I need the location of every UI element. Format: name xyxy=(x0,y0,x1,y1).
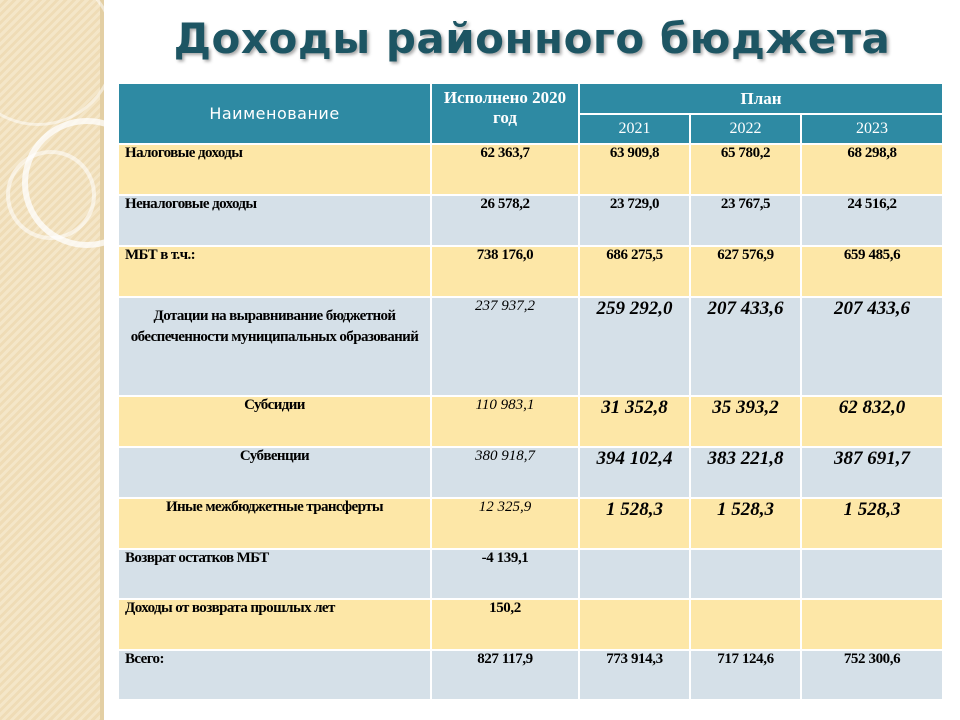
header-executed: Исполнено 2020 год xyxy=(431,83,579,144)
row-plan-2021: 686 275,5 xyxy=(579,246,690,297)
row-plan-2022: 65 780,2 xyxy=(690,144,801,195)
row-name: Возврат остатков МБТ xyxy=(118,549,431,599)
row-executed: 62 363,7 xyxy=(431,144,579,195)
row-executed: 738 176,0 xyxy=(431,246,579,297)
table-row xyxy=(118,599,943,650)
budget-table xyxy=(117,82,944,701)
table-row xyxy=(118,297,943,396)
row-plan-2022: 717 124,6 xyxy=(690,650,801,700)
row-plan-2021 xyxy=(579,549,690,599)
row-plan-2023: 659 485,6 xyxy=(801,246,943,297)
row-plan-2022: 1 528,3 xyxy=(690,498,801,549)
table-row xyxy=(118,498,943,549)
row-plan-2022 xyxy=(690,549,801,599)
row-plan-2023: 207 433,6 xyxy=(801,297,943,396)
row-name: МБТ в т.ч.: xyxy=(118,246,431,297)
row-plan-2022: 23 767,5 xyxy=(690,195,801,246)
decorative-ring xyxy=(6,150,96,240)
table-row xyxy=(118,549,943,599)
header-plan: План xyxy=(579,83,943,114)
row-plan-2023 xyxy=(801,599,943,650)
table-row xyxy=(118,144,943,195)
table-row-total xyxy=(118,650,943,700)
row-plan-2023: 387 691,7 xyxy=(801,447,943,498)
row-name: Дотации на выравнивание бюджетной обеспеченности муниципальных образований xyxy=(118,297,431,396)
row-plan-2022 xyxy=(690,599,801,650)
row-name: Неналоговые доходы xyxy=(118,195,431,246)
header-year-2023: 2023 xyxy=(801,114,943,144)
row-plan-2021: 23 729,0 xyxy=(579,195,690,246)
table-row xyxy=(118,396,943,447)
row-plan-2023: 24 516,2 xyxy=(801,195,943,246)
table-header-row xyxy=(118,83,943,114)
row-name: Иные межбюджетные трансферты xyxy=(118,498,431,549)
row-executed: 380 918,7 xyxy=(431,447,579,498)
header-year-2021: 2021 xyxy=(579,114,690,144)
row-plan-2021: 773 914,3 xyxy=(579,650,690,700)
row-name: Субвенции xyxy=(118,447,431,498)
row-plan-2023: 1 528,3 xyxy=(801,498,943,549)
row-plan-2023: 62 832,0 xyxy=(801,396,943,447)
row-plan-2021: 31 352,8 xyxy=(579,396,690,447)
header-name: Наименование xyxy=(118,83,431,144)
row-plan-2023: 752 300,6 xyxy=(801,650,943,700)
row-plan-2022: 207 433,6 xyxy=(690,297,801,396)
header-year-2022: 2022 xyxy=(690,114,801,144)
row-executed: 827 117,9 xyxy=(431,650,579,700)
row-plan-2021: 394 102,4 xyxy=(579,447,690,498)
row-plan-2021: 259 292,0 xyxy=(579,297,690,396)
row-executed: 110 983,1 xyxy=(431,396,579,447)
row-plan-2021: 1 528,3 xyxy=(579,498,690,549)
row-plan-2022: 627 576,9 xyxy=(690,246,801,297)
row-plan-2021 xyxy=(579,599,690,650)
row-name: Доходы от возврата прошлых лет xyxy=(118,599,431,650)
page-title: Доходы районного бюджета xyxy=(173,14,891,63)
row-plan-2022: 383 221,8 xyxy=(690,447,801,498)
row-executed: 237 937,2 xyxy=(431,297,579,396)
row-executed: -4 139,1 xyxy=(431,549,579,599)
table-row xyxy=(118,447,943,498)
row-executed: 12 325,9 xyxy=(431,498,579,549)
row-plan-2021: 63 909,8 xyxy=(579,144,690,195)
table-row xyxy=(118,195,943,246)
row-name: Всего: xyxy=(118,650,431,700)
decorative-band-edge xyxy=(100,0,104,720)
row-plan-2022: 35 393,2 xyxy=(690,396,801,447)
row-name: Налоговые доходы xyxy=(118,144,431,195)
table-row xyxy=(118,246,943,297)
row-executed: 150,2 xyxy=(431,599,579,650)
row-plan-2023 xyxy=(801,549,943,599)
row-executed: 26 578,2 xyxy=(431,195,579,246)
row-plan-2023: 68 298,8 xyxy=(801,144,943,195)
row-name: Субсидии xyxy=(118,396,431,447)
